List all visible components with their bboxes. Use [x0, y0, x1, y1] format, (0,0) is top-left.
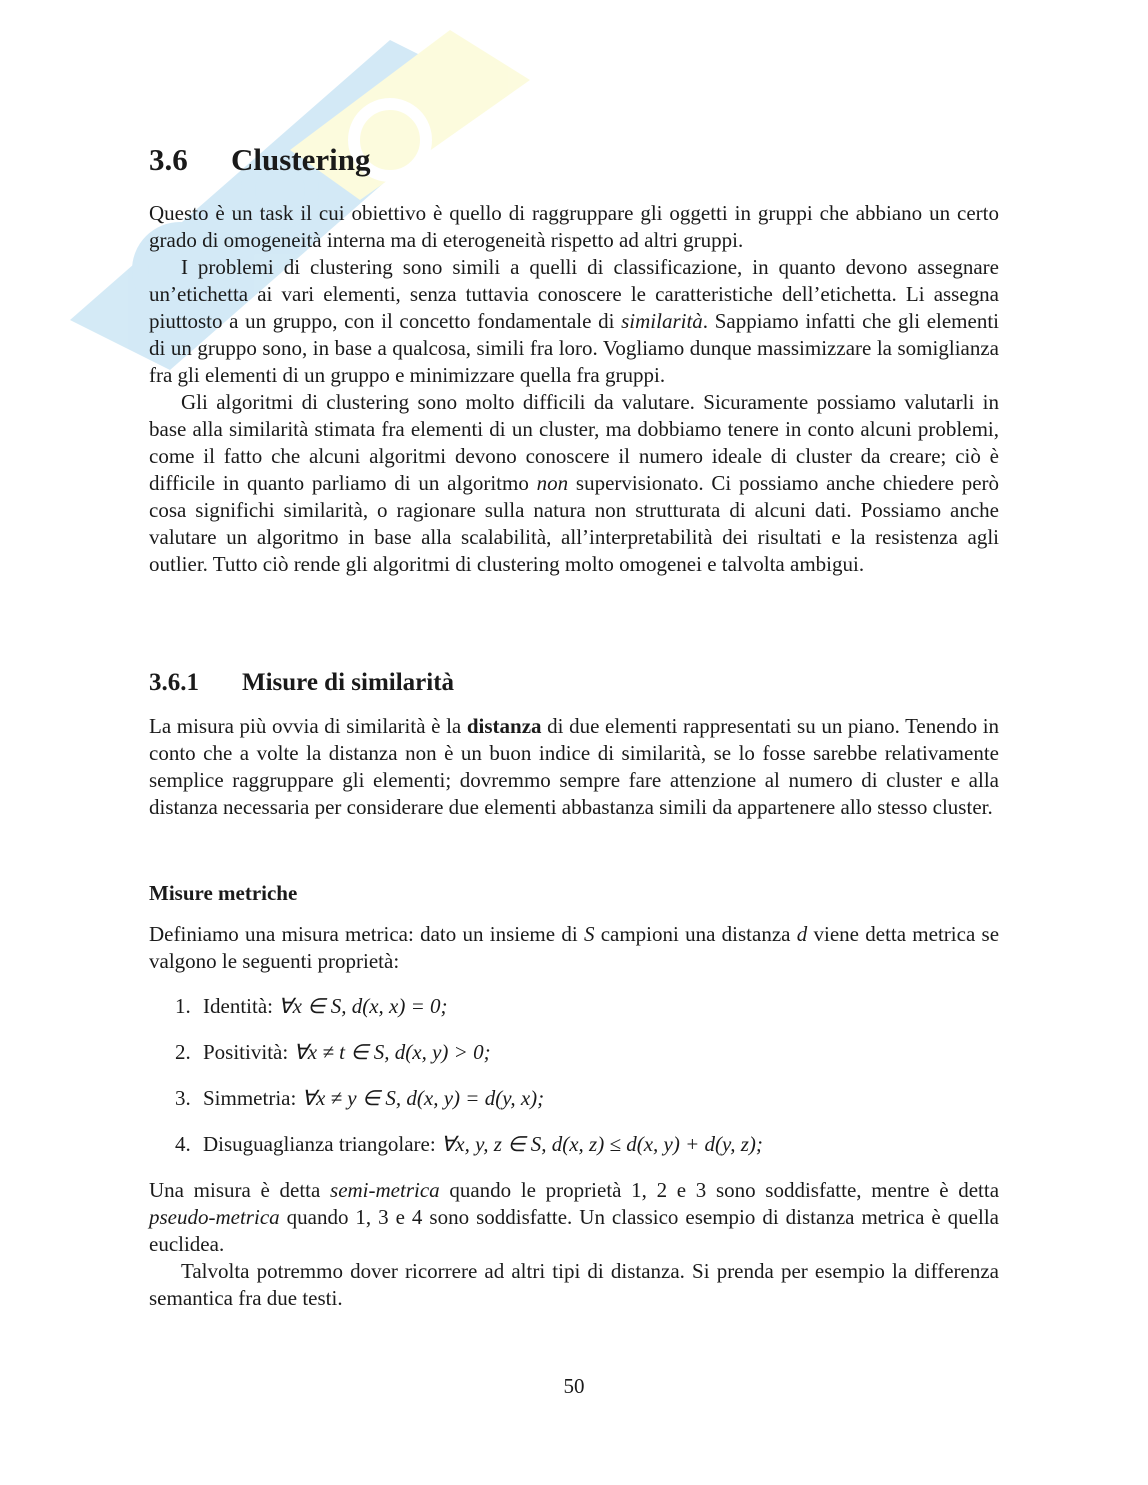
text-run: Una misura è detta [149, 1178, 321, 1202]
item-formula: ∀x ≠ t ∈ S, d(x, y) > 0; [293, 1040, 491, 1064]
item-label: Identità: [203, 994, 273, 1018]
item-number: 4. [175, 1132, 191, 1156]
closing-paragraph: Talvolta potremmo dover ricorrere ad altri tipi di distanza. Si prenda per esempio la differenza semantica fra due testi. [149, 1259, 999, 1310]
section-number: 3.6 [149, 142, 188, 177]
item-label: Simmetria: [203, 1086, 297, 1110]
item-label: Positività: [203, 1040, 289, 1064]
after-list-text [149, 1177, 999, 1312]
text-run: supervisionato. Ci possiamo anche chiedere però cosa significhi similarità, o ragionare sulla natura non strutturata di alcuni dati. Possiamo anche valutare un algoritmo in base alla scalabilità, all’interpretabilità dei risultati e la resistenza agli outlier. Tutto ciò rende gli algoritmi di clustering molto omogenei e talvolta ambigui. [149, 471, 1000, 576]
text-run: quando le proprietà 1, 2 e 3 sono soddisfatte, mentre è detta [449, 1178, 1000, 1202]
list-item [149, 1085, 999, 1131]
intro-text [149, 200, 999, 578]
list-item [149, 1131, 999, 1177]
similarity-text [149, 713, 999, 821]
math-d: d [796, 922, 808, 946]
subsection-title: Misure di similarità [242, 669, 455, 696]
section-title: Clustering [231, 142, 371, 177]
metric-types-paragraph [149, 1177, 999, 1258]
item-formula: ∀x ≠ y ∈ S, d(x, y) = d(y, x); [301, 1086, 545, 1110]
text-run: I problemi di clustering sono simili a quelli di classificazione, in quanto devono assegnare un’etichetta ai vari elementi, senza tuttavia conoscere le caratteristiche dell’etichetta. Li assegna piuttosto a un gruppo, con il concetto fondamentale di [149, 255, 999, 333]
text-run: quando 1, 3 e 4 sono soddisfatte. Un classico esempio di distanza metrica è quella euclidea. [149, 1205, 999, 1256]
intro-paragraph-1: Questo è un task il cui obiettivo è quello di raggruppare gli oggetti in gruppi che abbiano un certo grado di omogeneità interna ma di eterogeneità rispetto ad altri gruppi. [149, 201, 999, 252]
emphasis-semi-metrica: semi-metrica [330, 1178, 440, 1202]
text-run: . Sappiamo infatti che gli elementi di un gruppo sono, in base a qualcosa, simili fra loro. Vogliamo dunque massimizzare la somiglianza fra gli elementi di un gruppo e minimizzare quella fra gruppi. [149, 309, 1000, 387]
text-run: campioni una distanza [600, 922, 791, 946]
text-run: Definiamo una misura metrica: dato un insieme di [149, 922, 578, 946]
intro-paragraph-3 [149, 389, 999, 578]
definition-paragraph [149, 921, 999, 975]
text-run: La misura più ovvia di similarità è la [149, 714, 462, 738]
list-item [149, 1039, 999, 1085]
page-number: 50 [563, 1374, 585, 1398]
text-run: Gli algoritmi di clustering sono molto difficili da valutare. Sicuramente possiamo valutarli in base alla similarità stimata fra elementi di un cluster, ma dobbiamo tenere in conto alcuni problemi, come il fatto che alcuni algoritmi devono conoscere il numero ideale di cluster da creare; ciò è difficile in quanto parliamo di un algoritmo [149, 390, 999, 495]
math-S: S [583, 922, 595, 946]
text-run: di due elementi rappresentati su un piano. Tenendo in conto che a volte la distanza non è un buon indice di similarità, se lo fosse sarebbe relativamente semplice raggruppare gli elementi; dovremmo sempre fare attenzione al numero di cluster e alla distanza necessaria per considerare due elementi abbastanza simili da appartenere allo stesso cluster. [149, 714, 1000, 819]
item-number: 2. [175, 1040, 191, 1064]
paragraph-heading: Misure metriche [149, 881, 298, 905]
item-label: Disuguaglianza triangolare: [203, 1132, 436, 1156]
list-item [149, 993, 999, 1039]
text-run: viene detta metrica se valgono le seguenti proprietà: [149, 922, 1000, 973]
definition-text [149, 921, 999, 975]
similarity-paragraph [149, 713, 999, 821]
bold-distanza: distanza [466, 714, 542, 738]
item-formula: ∀x, y, z ∈ S, d(x, z) ≤ d(x, y) + d(y, z); [440, 1132, 763, 1156]
item-formula: ∀x ∈ S, d(x, x) = 0; [278, 994, 448, 1018]
intro-paragraph-2 [149, 254, 999, 389]
subsection-heading [149, 666, 454, 700]
properties-list [149, 993, 999, 1177]
emphasis-pseudo-metrica: pseudo-metrica [149, 1205, 280, 1229]
section-heading [149, 140, 371, 180]
item-number: 1. [175, 994, 191, 1018]
emphasis-non: non [536, 471, 569, 495]
emphasis-similarita: similarità [621, 309, 703, 333]
item-number: 3. [175, 1086, 191, 1110]
subsection-number: 3.6.1 [149, 669, 199, 696]
